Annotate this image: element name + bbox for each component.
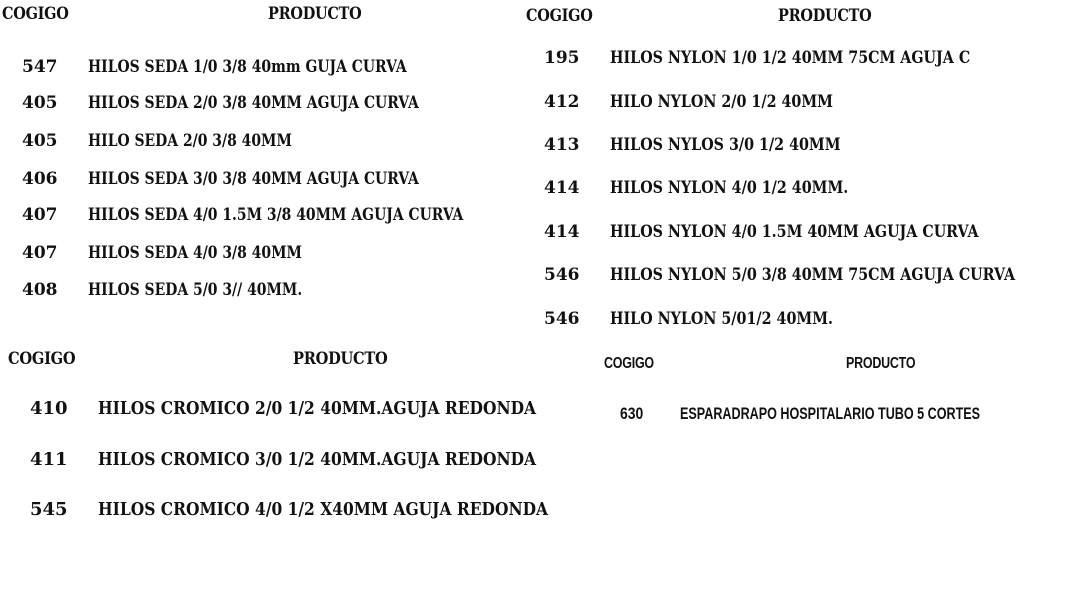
column-header-code: COGIGO bbox=[526, 6, 593, 26]
product-name: HILOS SEDA 2/0 3/8 40MM AGUJA CURVA bbox=[88, 93, 419, 113]
esparadrapo-table bbox=[600, 345, 1076, 465]
product-name: HILOS CROMICO 4/0 1/2 X40MM AGUJA REDONDA bbox=[98, 499, 549, 520]
product-code: 547 bbox=[22, 57, 58, 77]
product-code: 407 bbox=[22, 205, 58, 225]
product-code: 407 bbox=[22, 243, 58, 263]
product-name: HILOS NYLON 4/0 1/2 40MM. bbox=[610, 178, 849, 198]
column-header-product: PRODUCTO bbox=[846, 355, 916, 372]
product-name: HILOS SEDA 4/0 3/8 40MM bbox=[88, 243, 302, 263]
column-header-product: PRODUCTO bbox=[778, 6, 872, 26]
column-header-code: COGIGO bbox=[604, 355, 654, 372]
product-name: ESPARADRAPO HOSPITALARIO TUBO 5 CORTES bbox=[680, 404, 981, 423]
product-code: 414 bbox=[544, 222, 580, 242]
product-name: HILOS SEDA 4/0 1.5M 3/8 40MM AGUJA CURVA bbox=[88, 205, 464, 225]
column-header-product: PRODUCTO bbox=[293, 349, 388, 369]
product-code: 413 bbox=[544, 135, 580, 155]
product-code: 412 bbox=[544, 92, 580, 112]
product-code: 545 bbox=[30, 499, 68, 520]
product-code: 410 bbox=[30, 398, 68, 419]
product-code: 405 bbox=[22, 93, 58, 113]
product-code: 406 bbox=[22, 169, 58, 189]
product-code: 408 bbox=[22, 280, 58, 300]
seda-table bbox=[0, 0, 520, 320]
column-header-code: COGIGO bbox=[2, 4, 69, 24]
product-code: 414 bbox=[544, 178, 580, 198]
nylon-table bbox=[520, 0, 1076, 345]
product-name: HILOS SEDA 5/0 3// 40MM. bbox=[88, 280, 303, 300]
product-name: HILO SEDA 2/0 3/8 40MM bbox=[88, 131, 292, 151]
product-name: HILO NYLON 2/0 1/2 40MM bbox=[610, 92, 833, 112]
product-name: HILOS CROMICO 2/0 1/2 40MM.AGUJA REDONDA bbox=[98, 398, 537, 419]
product-name: HILOS SEDA 1/0 3/8 40mm GUJA CURVA bbox=[88, 57, 407, 77]
product-code: 546 bbox=[544, 309, 580, 329]
product-name: HILO NYLON 5/01/2 40MM. bbox=[610, 309, 833, 329]
product-name: HILOS CROMICO 3/0 1/2 40MM.AGUJA REDONDA bbox=[98, 449, 537, 470]
product-name: HILOS NYLON 1/0 1/2 40MM 75CM AGUJA C bbox=[610, 48, 971, 68]
product-name: HILOS NYLON 4/0 1.5M 40MM AGUJA CURVA bbox=[610, 222, 979, 242]
product-code: 546 bbox=[544, 265, 580, 285]
product-code: 195 bbox=[544, 48, 580, 68]
column-header-product: PRODUCTO bbox=[268, 4, 362, 24]
product-name: HILOS NYLOS 3/0 1/2 40MM bbox=[610, 135, 841, 155]
product-code: 405 bbox=[22, 131, 58, 151]
product-code: 411 bbox=[30, 449, 68, 470]
column-header-code: COGIGO bbox=[8, 349, 76, 369]
product-name: HILOS SEDA 3/0 3/8 40MM AGUJA CURVA bbox=[88, 169, 419, 189]
product-code: 630 bbox=[620, 404, 644, 423]
product-name: HILOS NYLON 5/0 3/8 40MM 75CM AGUJA CURVA bbox=[610, 265, 1016, 285]
cromico-table bbox=[0, 345, 600, 565]
